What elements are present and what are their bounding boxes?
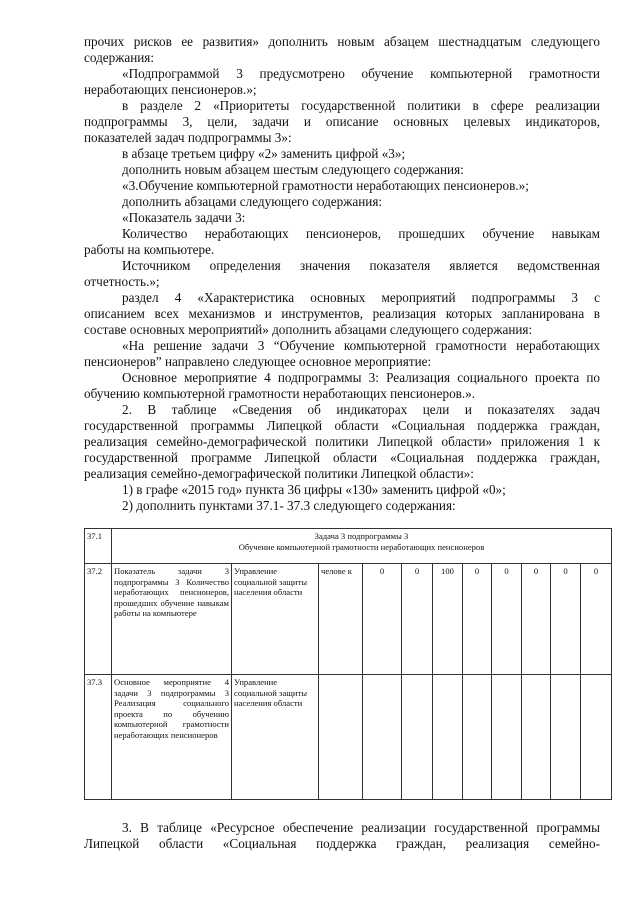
paragraph-line: пенсионеров” направлено следующее основное мероприятие: bbox=[84, 354, 432, 369]
task-title: Задача 3 подпрограммы 3 bbox=[314, 531, 409, 541]
table-row bbox=[85, 529, 612, 564]
value-cell: 100 bbox=[433, 564, 463, 675]
indicator-name: Показатель задачи 3 подпрограммы 3 Количество неработающих пенсионеров, прошедших обучение навыкам работы на компьютере bbox=[112, 564, 232, 675]
paragraph-line: государственной программы Липецкой области «Социальная поддержка граждан, bbox=[84, 418, 600, 433]
value-cell: 0 bbox=[402, 564, 433, 675]
paragraph-line: раздел 4 «Характеристика основных мероприятий подпрограммы 3 с bbox=[122, 290, 600, 305]
row-number: 37.1 bbox=[85, 529, 112, 564]
row-number: 37.3 bbox=[85, 675, 112, 800]
paragraph-line: составе основных мероприятий» дополнить абзацами следующего содержания: bbox=[84, 322, 533, 337]
paragraph-line: «Показатель задачи 3: bbox=[122, 210, 246, 225]
paragraph-line: отчетность.»; bbox=[84, 274, 160, 289]
value-cell bbox=[581, 675, 612, 800]
value-cell bbox=[402, 675, 433, 800]
paragraph-line: Липецкой области «Социальная поддержка граждан, реализация семейно- bbox=[84, 836, 600, 851]
row-number: 37.2 bbox=[85, 564, 112, 675]
value-cell bbox=[551, 675, 581, 800]
paragraph-line: «3.Обучение компьютерной грамотности неработающих пенсионеров.»; bbox=[122, 178, 529, 193]
paragraph-line: 3. В таблице «Ресурсное обеспечение реализации государственной программы bbox=[122, 820, 600, 835]
paragraph-line: дополнить абзацами следующего содержания: bbox=[122, 194, 383, 209]
responsible-org: Управление социальной защиты населения области bbox=[232, 675, 319, 800]
paragraph-line: содержания: bbox=[84, 50, 155, 65]
value-cell: 0 bbox=[522, 564, 551, 675]
paragraph-line: 2. В таблице «Сведения об индикаторах цели и показателях задач bbox=[122, 402, 600, 417]
table-row bbox=[85, 675, 612, 800]
value-cell: 0 bbox=[463, 564, 492, 675]
responsible-org: Управление социальной защиты населения области bbox=[232, 564, 319, 675]
paragraph-line: в разделе 2 «Приоритеты государственной политики в сфере реализации bbox=[122, 98, 600, 113]
value-cell bbox=[363, 675, 402, 800]
table-row bbox=[85, 564, 612, 675]
task-title-cell bbox=[112, 529, 612, 564]
value-cell bbox=[492, 675, 522, 800]
paragraph-line: 2) дополнить пунктами 37.1- 37.3 следующего содержания: bbox=[122, 498, 456, 513]
value-cell bbox=[463, 675, 492, 800]
paragraph-line: прочих рисков ее развития» дополнить новым абзацем шестнадцатым следующего bbox=[84, 34, 600, 49]
paragraph-line: работы на компьютере. bbox=[84, 242, 215, 257]
paragraph-line: Основное мероприятие 4 подпрограммы 3: Реализация социального проекта по bbox=[122, 370, 600, 385]
value-cell: 0 bbox=[581, 564, 612, 675]
unit-cell bbox=[319, 675, 363, 800]
paragraph-line: 1) в графе «2015 год» пункта 36 цифры «130» заменить цифрой «0»; bbox=[122, 482, 506, 497]
paragraph-line: государственной программе Липецкой области «Социальная поддержка граждан, bbox=[84, 450, 600, 465]
paragraph-line: подпрограммы 3, цели, задачи и описание основных целевых индикаторов, bbox=[84, 114, 600, 129]
value-cell: 0 bbox=[551, 564, 581, 675]
paragraph-line: описанием всех механизмов и инструментов, реализация которых запланирована в bbox=[84, 306, 600, 321]
paragraph-line: «На решение задачи 3 “Обучение компьютерной грамотности неработающих bbox=[122, 338, 600, 353]
paragraph-line: реализация семейно-демографической политики Липецкой области» приложения 1 к bbox=[84, 434, 600, 449]
value-cell bbox=[522, 675, 551, 800]
value-cell bbox=[433, 675, 463, 800]
indicators-table bbox=[84, 528, 612, 800]
paragraph-line: Источником определения значения показателя является ведомственная bbox=[122, 258, 600, 273]
task-subtitle: Обучение компьютерной грамотности неработающих пенсионеров bbox=[238, 541, 485, 552]
paragraph-line: реализация семейно-демографической политики Липецкой области»: bbox=[84, 466, 474, 481]
paragraph-line: «Подпрограммой 3 предусмотрено обучение компьютерной грамотности bbox=[122, 66, 600, 81]
value-cell: 0 bbox=[492, 564, 522, 675]
paragraph-line: в абзаце третьем цифру «2» заменить цифрой «3»; bbox=[122, 146, 406, 161]
paragraph-line: обучению компьютерной грамотности неработающих пенсионеров.». bbox=[84, 386, 476, 401]
activity-name: Основное мероприятие 4 задачи 3 подпрограммы 3 Реализация социального проекта по обучению компьютерной грамотности неработающих пенсионеров bbox=[112, 675, 232, 800]
value-cell: 0 bbox=[363, 564, 402, 675]
paragraph-line: дополнить новым абзацем шестым следующего содержания: bbox=[122, 162, 464, 177]
paragraph-line: Количество неработающих пенсионеров, прошедших обучение навыкам bbox=[122, 226, 600, 241]
paragraph-line: неработающих пенсионеров.»; bbox=[84, 82, 257, 97]
unit-cell: челове к bbox=[319, 564, 363, 675]
paragraph-line: показателей задач подпрограммы 3»: bbox=[84, 130, 292, 145]
